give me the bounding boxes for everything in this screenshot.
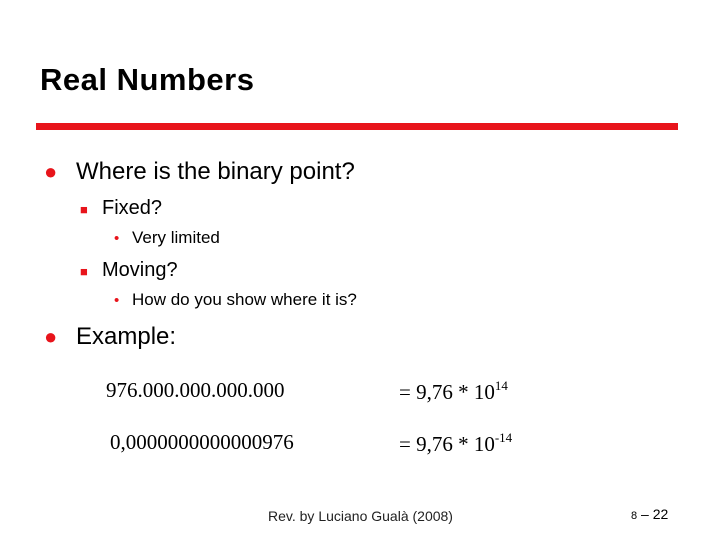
bullet-level2 (80, 259, 178, 282)
bullet-level3 (114, 228, 220, 248)
page-number (631, 506, 668, 522)
slide-title: Real Numbers (40, 62, 255, 97)
equation-exponent: -14 (494, 430, 513, 445)
equation-exponent: 14 (494, 378, 508, 393)
bullet-level3 (114, 290, 357, 310)
red-dot-bullet-icon: ● (44, 159, 58, 184)
bullet-text: Where is the binary point? (76, 158, 355, 185)
red-square-bullet-icon: ■ (80, 202, 88, 217)
slide-footer: Rev. by Luciano Gualà (2008) (268, 508, 453, 524)
red-square-bullet-icon: ■ (80, 264, 88, 279)
bullet-level1 (44, 323, 176, 351)
example-number: 0,0000000000000976 (110, 430, 294, 454)
equation-text: = 9,76 * 10 (399, 432, 495, 456)
red-small-dot-bullet-icon: • (114, 292, 120, 309)
example-equation (399, 378, 508, 405)
red-small-dot-bullet-icon: • (114, 230, 120, 247)
bullet-text: Fixed? (102, 197, 163, 219)
example-equation (399, 430, 512, 457)
page-index: 22 (652, 506, 669, 522)
bullet-text: Example: (76, 323, 177, 350)
title-divider (36, 123, 678, 130)
bullet-text: Moving? (102, 259, 178, 281)
section-number: 8 (631, 510, 638, 522)
equation-text: = 9,76 * 10 (399, 380, 495, 404)
red-dot-bullet-icon: ● (44, 324, 58, 349)
bullet-level1 (44, 158, 355, 186)
page-separator: – (641, 506, 649, 522)
bullet-level2 (80, 197, 162, 220)
bullet-text: Very limited (132, 228, 220, 247)
example-number: 976.000.000.000.000 (106, 378, 285, 402)
bullet-text: How do you show where it is? (132, 290, 357, 309)
